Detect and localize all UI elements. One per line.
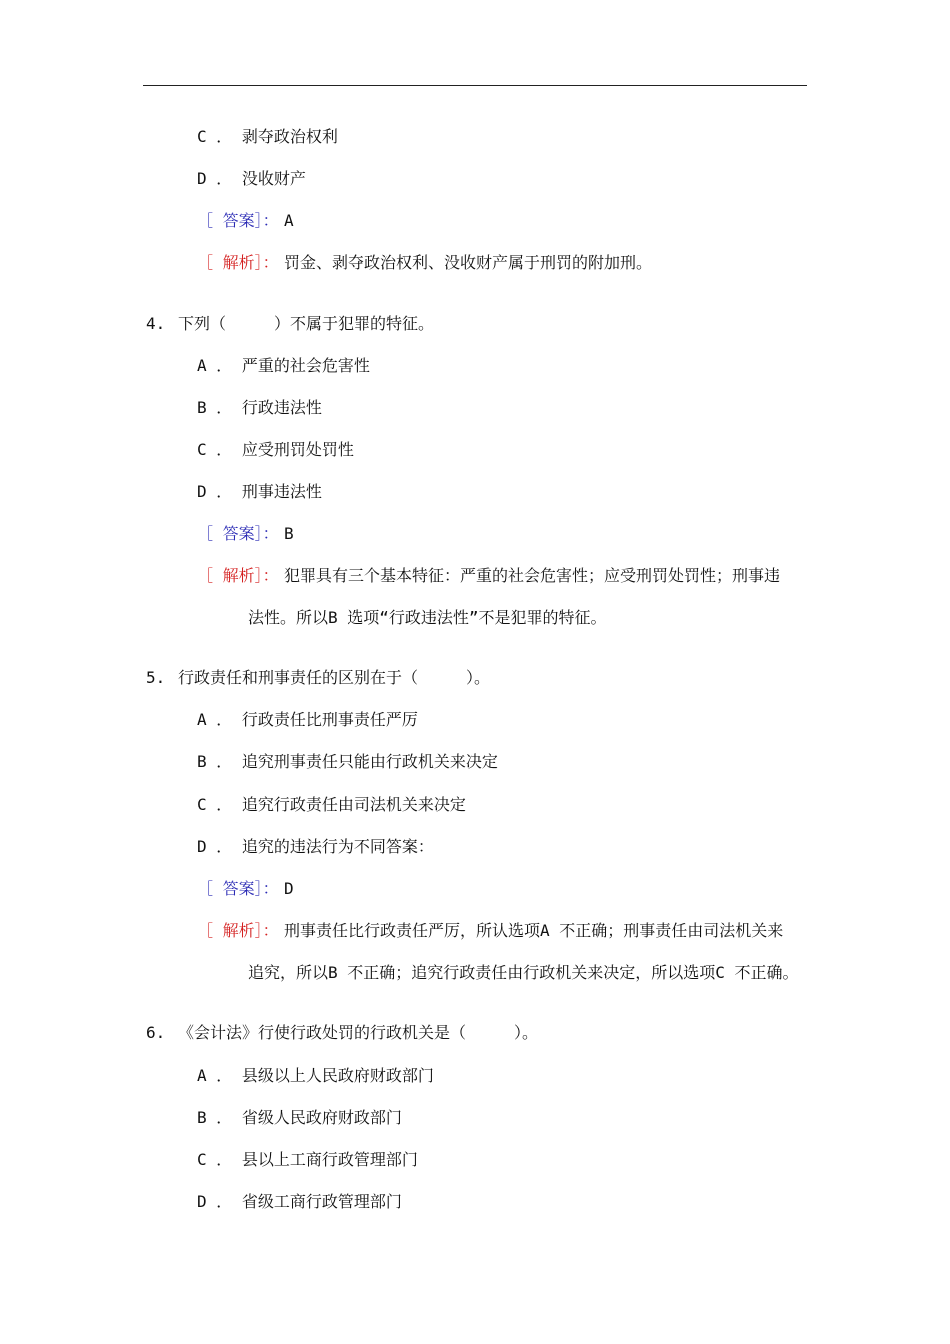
explanation-text-continued: 法性。所以B 选项“行政违法性”不是犯罪的特征。 [248, 608, 607, 627]
explanation-text: 罚金、剥夺政治权利、没收财产属于刑罚的附加刑。 [284, 253, 653, 272]
explanation-row [197, 921, 784, 941]
answer-row [197, 524, 294, 544]
answer-label: ［ 答案］： [197, 211, 279, 230]
answer-label: ［ 答案］： [197, 524, 279, 543]
option-b: B ． 行政违法性 [197, 398, 322, 417]
explanation-label: ［ 解析］： [197, 566, 279, 585]
question-number: 4. [146, 314, 166, 333]
option-c: C ． 追究行政责任由司法机关来决定 [197, 795, 466, 814]
option-c: C ． 应受刑罚处罚性 [197, 440, 354, 459]
question-stem: 《会计法》行使行政处罚的行政机关是（ ）。 [178, 1023, 539, 1042]
option-d: D ． 追究的违法行为不同答案： [197, 837, 434, 856]
answer-label: ［ 答案］： [197, 879, 279, 898]
answer-value: D [284, 879, 294, 898]
question-stem: 下列（ ）不属于犯罪的特征。 [178, 314, 435, 333]
header-rule [143, 85, 807, 86]
explanation-row [197, 253, 653, 273]
answer-row [197, 211, 294, 231]
question-number: 5. [146, 668, 166, 687]
explanation-label: ［ 解析］： [197, 253, 279, 272]
option-d: D ． 省级工商行政管理部门 [197, 1192, 402, 1211]
explanation-text: 刑事责任比行政责任严厉，所认选项A 不正确；刑事责任由司法机关来 [284, 921, 784, 940]
answer-row [197, 879, 294, 899]
option-b: B ． 省级人民政府财政部门 [197, 1108, 402, 1127]
question-number: 6. [146, 1023, 166, 1042]
option-a: A ． 行政责任比刑事责任严厉 [197, 710, 418, 729]
option-c: C ． 剥夺政治权利 [197, 127, 338, 146]
option-b: B ． 追究刑事责任只能由行政机关来决定 [197, 752, 498, 771]
option-a: A ． 严重的社会危害性 [197, 356, 370, 375]
option-d: D ． 刑事违法性 [197, 482, 322, 501]
explanation-label: ［ 解析］： [197, 921, 279, 940]
option-d: D ． 没收财产 [197, 169, 306, 188]
explanation-text: 犯罪具有三个基本特征：严重的社会危害性；应受刑罚处罚性；刑事违 [284, 566, 781, 585]
explanation-row [197, 566, 781, 586]
question-stem: 行政责任和刑事责任的区别在于（ ）。 [178, 668, 491, 687]
answer-value: A [284, 211, 294, 230]
option-c: C ． 县以上工商行政管理部门 [197, 1150, 418, 1169]
option-a: A ． 县级以上人民政府财政部门 [197, 1066, 434, 1085]
explanation-text-continued: 追究，所以B 不正确；追究行政责任由行政机关来决定，所以选项C 不正确。 [248, 963, 799, 982]
answer-value: B [284, 524, 294, 543]
